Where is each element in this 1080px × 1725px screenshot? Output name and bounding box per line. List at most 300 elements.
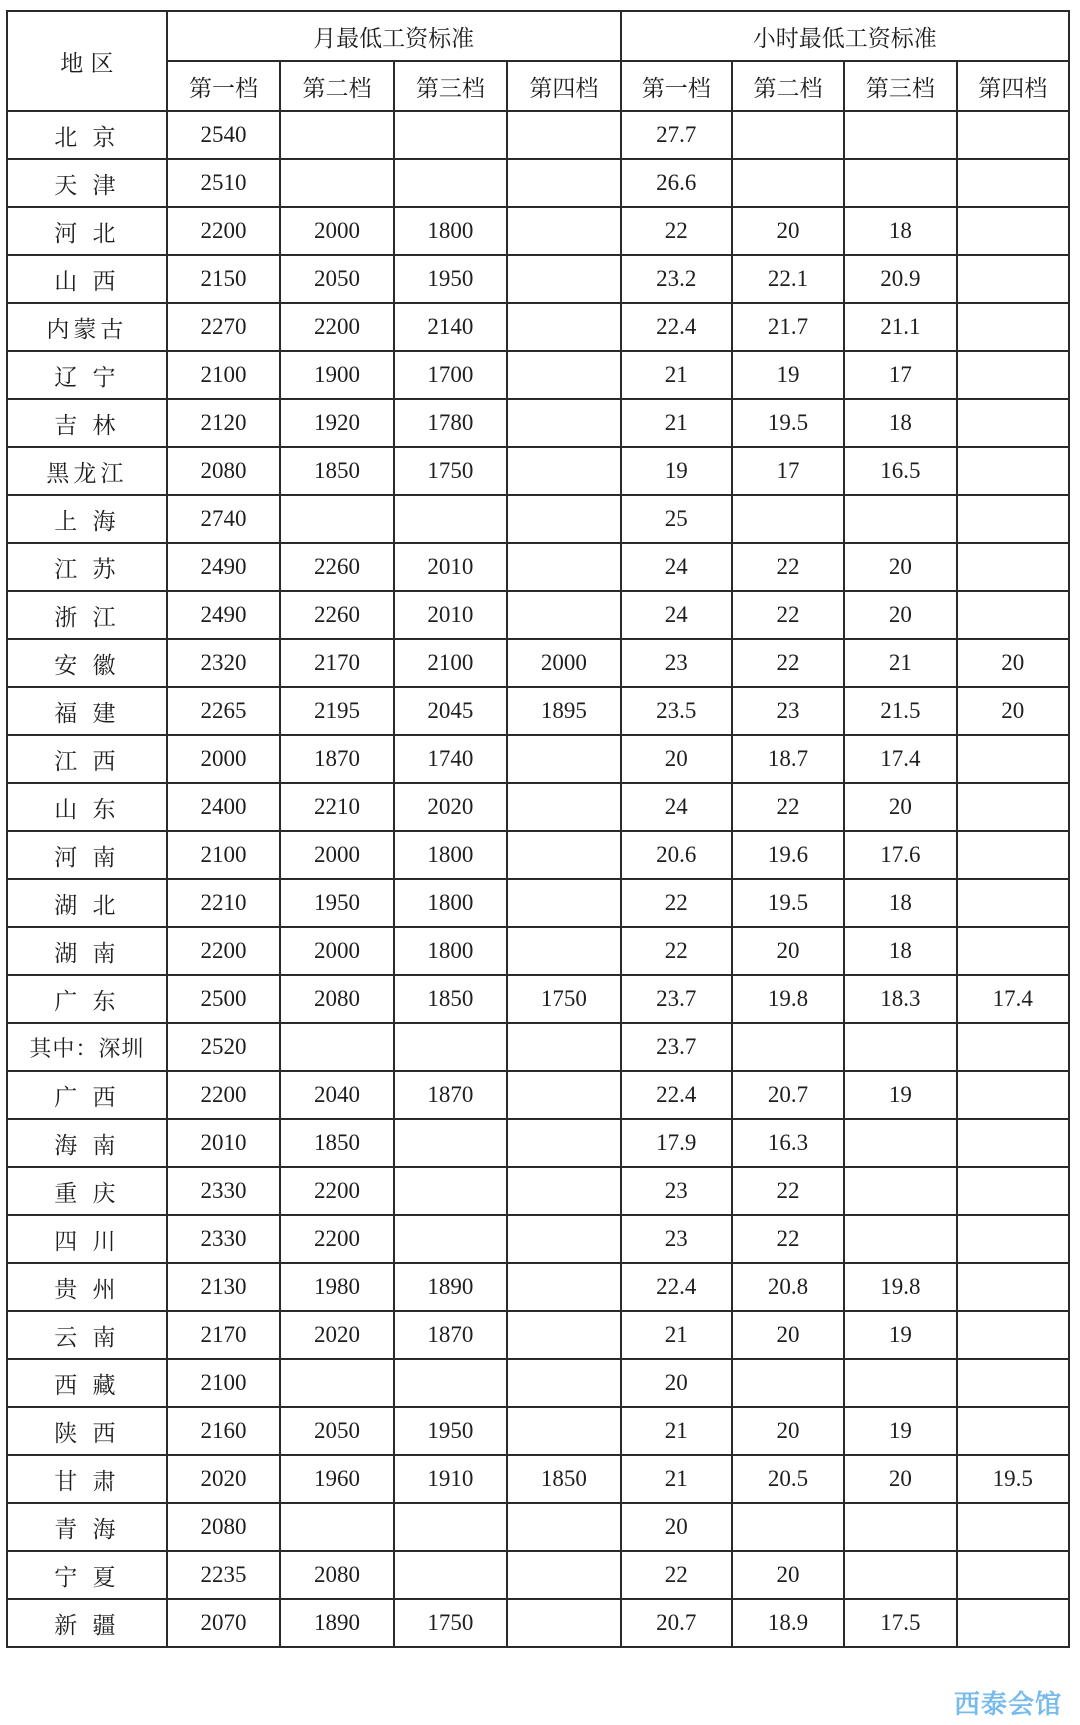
region-cell: 吉 林: [7, 399, 167, 447]
region-cell: 天 津: [7, 159, 167, 207]
header-row-groups: [7, 11, 1069, 61]
monthly-tier-3-cell: 1700: [394, 351, 507, 399]
hourly-tier-4-cell: [957, 783, 1069, 831]
hourly-tier-1-cell: 22.4: [621, 1263, 732, 1311]
monthly-tier-3-cell: 1890: [394, 1263, 507, 1311]
region-cell: 安 徽: [7, 639, 167, 687]
region-cell: 重 庆: [7, 1167, 167, 1215]
table-row: [7, 831, 1069, 879]
monthly-tier-4-cell: [507, 1023, 620, 1071]
monthly-tier-4-cell: [507, 1551, 620, 1599]
hourly-tier-1-cell: 20: [621, 1359, 732, 1407]
watermark-logo: 西泰会馆: [953, 1690, 1062, 1720]
monthly-tier-2-cell: 1920: [280, 399, 393, 447]
monthly-tier-1-cell: 2330: [167, 1167, 280, 1215]
monthly-tier-4-cell: [507, 1359, 620, 1407]
monthly-tier-4-cell: [507, 159, 620, 207]
hourly-tier-3-cell: 18.3: [844, 975, 956, 1023]
monthly-tier-4-cell: [507, 1311, 620, 1359]
table-row: [7, 447, 1069, 495]
hourly-tier-3-cell: 19: [844, 1311, 956, 1359]
monthly-tier-4-cell: [507, 879, 620, 927]
region-cell: 湖 南: [7, 927, 167, 975]
region-cell: 广 东: [7, 975, 167, 1023]
hourly-tier-4-cell: [957, 399, 1069, 447]
hourly-tier-2-cell: 19.6: [732, 831, 844, 879]
header-row-tiers: [7, 61, 1069, 111]
region-cell: 河 南: [7, 831, 167, 879]
monthly-tier-4-cell: [507, 1263, 620, 1311]
monthly-tier-2-cell: [280, 111, 393, 159]
hourly-tier-3-cell: 18: [844, 879, 956, 927]
monthly-tier-1-cell: 2080: [167, 1503, 280, 1551]
monthly-tier-2-cell: 2260: [280, 591, 393, 639]
hourly-tier-4-cell: [957, 1311, 1069, 1359]
hourly-tier-4-cell: [957, 111, 1069, 159]
monthly-tier-3-cell: [394, 1359, 507, 1407]
hourly-tier-4-cell: [957, 1215, 1069, 1263]
monthly-tier-4-cell: 1895: [507, 687, 620, 735]
region-cell: 甘 肃: [7, 1455, 167, 1503]
hourly-tier-3-cell: [844, 1359, 956, 1407]
hourly-tier-1-cell: 22.4: [621, 1071, 732, 1119]
hourly-tier-1-cell: 23.5: [621, 687, 732, 735]
monthly-tier-1-header: 第一档: [167, 61, 280, 111]
monthly-tier-2-cell: [280, 1023, 393, 1071]
hourly-tier-3-cell: [844, 1167, 956, 1215]
hourly-tier-3-cell: 19: [844, 1407, 956, 1455]
monthly-tier-2-cell: 2195: [280, 687, 393, 735]
monthly-tier-1-cell: 2020: [167, 1455, 280, 1503]
monthly-tier-4-cell: [507, 735, 620, 783]
monthly-tier-1-cell: 2490: [167, 591, 280, 639]
monthly-wage-header: 月最低工资标准: [167, 11, 621, 61]
hourly-tier-4-cell: [957, 1503, 1069, 1551]
hourly-tier-1-cell: 23: [621, 1167, 732, 1215]
monthly-tier-4-cell: [507, 1215, 620, 1263]
monthly-tier-1-cell: 2200: [167, 927, 280, 975]
hourly-tier-2-cell: [732, 1023, 844, 1071]
monthly-tier-2-cell: 1870: [280, 735, 393, 783]
monthly-tier-3-cell: [394, 1119, 507, 1167]
hourly-tier-1-cell: 20: [621, 735, 732, 783]
hourly-tier-4-cell: [957, 831, 1069, 879]
hourly-tier-3-cell: 18: [844, 399, 956, 447]
table-row: [7, 207, 1069, 255]
monthly-tier-1-cell: 2520: [167, 1023, 280, 1071]
table-row: [7, 1263, 1069, 1311]
monthly-tier-2-cell: 2080: [280, 1551, 393, 1599]
region-cell: 上 海: [7, 495, 167, 543]
table-row: [7, 255, 1069, 303]
hourly-tier-1-cell: 24: [621, 543, 732, 591]
region-cell: 山 东: [7, 783, 167, 831]
table-row: [7, 927, 1069, 975]
hourly-tier-2-cell: 20: [732, 927, 844, 975]
hourly-tier-2-cell: 18.7: [732, 735, 844, 783]
region-cell: 新 疆: [7, 1599, 167, 1647]
monthly-tier-4-cell: [507, 1119, 620, 1167]
hourly-tier-1-cell: 22: [621, 207, 732, 255]
monthly-tier-1-cell: 2200: [167, 207, 280, 255]
hourly-tier-4-cell: [957, 303, 1069, 351]
region-cell: 云 南: [7, 1311, 167, 1359]
monthly-tier-3-cell: 1850: [394, 975, 507, 1023]
hourly-tier-4-cell: [957, 1599, 1069, 1647]
region-cell: 宁 夏: [7, 1551, 167, 1599]
table-row: [7, 879, 1069, 927]
hourly-tier-2-cell: [732, 111, 844, 159]
hourly-tier-4-cell: [957, 543, 1069, 591]
monthly-tier-4-cell: [507, 255, 620, 303]
monthly-tier-1-cell: 2080: [167, 447, 280, 495]
monthly-tier-3-cell: 1950: [394, 255, 507, 303]
hourly-tier-2-cell: 20: [732, 1551, 844, 1599]
hourly-tier-3-cell: 21.5: [844, 687, 956, 735]
hourly-tier-3-cell: [844, 1503, 956, 1551]
monthly-tier-2-cell: 2170: [280, 639, 393, 687]
monthly-tier-2-cell: [280, 495, 393, 543]
hourly-tier-1-cell: 20.6: [621, 831, 732, 879]
hourly-tier-4-cell: [957, 159, 1069, 207]
hourly-tier-2-cell: 23: [732, 687, 844, 735]
hourly-tier-4-cell: [957, 351, 1069, 399]
hourly-tier-2-cell: 22.1: [732, 255, 844, 303]
monthly-tier-3-cell: 2010: [394, 543, 507, 591]
monthly-tier-3-cell: 1950: [394, 1407, 507, 1455]
table-row: [7, 975, 1069, 1023]
hourly-tier-3-cell: 20: [844, 783, 956, 831]
hourly-tier-2-cell: 22: [732, 1215, 844, 1263]
monthly-tier-1-cell: 2000: [167, 735, 280, 783]
monthly-tier-1-cell: 2210: [167, 879, 280, 927]
monthly-tier-2-cell: 2040: [280, 1071, 393, 1119]
hourly-tier-4-cell: [957, 879, 1069, 927]
region-cell: 广 西: [7, 1071, 167, 1119]
monthly-tier-3-cell: 1750: [394, 1599, 507, 1647]
hourly-tier-1-cell: 23: [621, 639, 732, 687]
monthly-tier-3-cell: 1870: [394, 1311, 507, 1359]
minimum-wage-table: [6, 10, 1070, 1648]
monthly-tier-1-cell: 2100: [167, 831, 280, 879]
table-row: [7, 1215, 1069, 1263]
monthly-tier-3-cell: [394, 1503, 507, 1551]
hourly-tier-4-cell: 20: [957, 639, 1069, 687]
hourly-tier-2-cell: 20.7: [732, 1071, 844, 1119]
hourly-tier-1-cell: 21: [621, 351, 732, 399]
table-row: [7, 1599, 1069, 1647]
hourly-tier-2-cell: 19.5: [732, 879, 844, 927]
monthly-tier-2-cell: 1850: [280, 447, 393, 495]
monthly-tier-2-cell: 2050: [280, 255, 393, 303]
hourly-tier-1-cell: 23.7: [621, 1023, 732, 1071]
hourly-tier-2-cell: 18.9: [732, 1599, 844, 1647]
region-cell: 贵 州: [7, 1263, 167, 1311]
monthly-tier-4-cell: [507, 1071, 620, 1119]
monthly-tier-3-cell: [394, 111, 507, 159]
hourly-tier-3-cell: 16.5: [844, 447, 956, 495]
table-row: [7, 159, 1069, 207]
table-row: [7, 543, 1069, 591]
hourly-tier-3-cell: 17.5: [844, 1599, 956, 1647]
table-row: [7, 1503, 1069, 1551]
monthly-tier-2-cell: 2260: [280, 543, 393, 591]
monthly-tier-4-cell: [507, 447, 620, 495]
hourly-tier-3-cell: [844, 1551, 956, 1599]
monthly-tier-3-cell: 1780: [394, 399, 507, 447]
hourly-tier-1-cell: 19: [621, 447, 732, 495]
monthly-tier-3-cell: 1800: [394, 207, 507, 255]
monthly-tier-1-cell: 2070: [167, 1599, 280, 1647]
monthly-tier-2-cell: [280, 159, 393, 207]
hourly-tier-3-cell: [844, 1215, 956, 1263]
monthly-tier-4-cell: [507, 399, 620, 447]
hourly-tier-2-cell: 20.5: [732, 1455, 844, 1503]
table-row: [7, 1551, 1069, 1599]
monthly-tier-3-cell: 2020: [394, 783, 507, 831]
hourly-tier-4-cell: 19.5: [957, 1455, 1069, 1503]
table-row: [7, 495, 1069, 543]
monthly-tier-3-cell: 1910: [394, 1455, 507, 1503]
hourly-tier-4-cell: [957, 255, 1069, 303]
monthly-tier-1-cell: 2120: [167, 399, 280, 447]
monthly-tier-1-cell: 2265: [167, 687, 280, 735]
region-cell: 山 西: [7, 255, 167, 303]
table-row: [7, 1407, 1069, 1455]
monthly-tier-2-cell: 2200: [280, 303, 393, 351]
table-row: [7, 687, 1069, 735]
hourly-tier-1-cell: 22.4: [621, 303, 732, 351]
table-body: [7, 111, 1069, 1647]
monthly-tier-4-cell: [507, 111, 620, 159]
hourly-tier-1-header: 第一档: [621, 61, 732, 111]
monthly-tier-2-cell: 1850: [280, 1119, 393, 1167]
hourly-tier-2-cell: 19.5: [732, 399, 844, 447]
region-cell: 陕 西: [7, 1407, 167, 1455]
region-cell: 其中：深圳: [7, 1023, 167, 1071]
hourly-tier-2-cell: 16.3: [732, 1119, 844, 1167]
hourly-tier-3-cell: [844, 111, 956, 159]
monthly-tier-2-cell: 2000: [280, 927, 393, 975]
monthly-tier-1-cell: 2170: [167, 1311, 280, 1359]
region-cell: 福 建: [7, 687, 167, 735]
hourly-tier-1-cell: 23.2: [621, 255, 732, 303]
hourly-tier-1-cell: 21: [621, 399, 732, 447]
table-row: [7, 591, 1069, 639]
hourly-tier-2-cell: [732, 1359, 844, 1407]
hourly-tier-2-cell: 19: [732, 351, 844, 399]
region-cell: 浙 江: [7, 591, 167, 639]
monthly-tier-2-cell: 2000: [280, 831, 393, 879]
monthly-tier-3-cell: 2100: [394, 639, 507, 687]
monthly-tier-1-cell: 2150: [167, 255, 280, 303]
monthly-tier-3-cell: 1800: [394, 927, 507, 975]
hourly-tier-2-cell: 22: [732, 1167, 844, 1215]
table-row: [7, 303, 1069, 351]
hourly-tier-4-cell: 17.4: [957, 975, 1069, 1023]
table-row: [7, 1167, 1069, 1215]
monthly-tier-3-cell: 1740: [394, 735, 507, 783]
monthly-tier-2-cell: 1890: [280, 1599, 393, 1647]
monthly-tier-4-cell: [507, 351, 620, 399]
monthly-tier-2-header: 第二档: [280, 61, 393, 111]
hourly-tier-1-cell: 21: [621, 1455, 732, 1503]
hourly-tier-4-cell: 20: [957, 687, 1069, 735]
hourly-tier-4-cell: [957, 207, 1069, 255]
region-cell: 海 南: [7, 1119, 167, 1167]
monthly-tier-3-header: 第三档: [394, 61, 507, 111]
hourly-tier-3-header: 第三档: [844, 61, 956, 111]
monthly-tier-4-cell: [507, 1503, 620, 1551]
hourly-tier-2-cell: 17: [732, 447, 844, 495]
hourly-tier-2-cell: 22: [732, 783, 844, 831]
hourly-tier-3-cell: 18: [844, 207, 956, 255]
hourly-tier-2-cell: [732, 495, 844, 543]
hourly-tier-1-cell: 26.6: [621, 159, 732, 207]
hourly-tier-1-cell: 21: [621, 1407, 732, 1455]
hourly-tier-1-cell: 20.7: [621, 1599, 732, 1647]
monthly-tier-1-cell: 2100: [167, 351, 280, 399]
monthly-tier-1-cell: 2500: [167, 975, 280, 1023]
hourly-tier-3-cell: [844, 1119, 956, 1167]
monthly-tier-4-cell: [507, 543, 620, 591]
table-row: [7, 783, 1069, 831]
hourly-tier-3-cell: 17.6: [844, 831, 956, 879]
hourly-tier-3-cell: 20: [844, 591, 956, 639]
monthly-tier-2-cell: 2020: [280, 1311, 393, 1359]
monthly-tier-1-cell: 2400: [167, 783, 280, 831]
region-cell: 江 苏: [7, 543, 167, 591]
table-row: [7, 1023, 1069, 1071]
hourly-tier-3-cell: 17.4: [844, 735, 956, 783]
hourly-tier-4-cell: [957, 1263, 1069, 1311]
hourly-tier-2-cell: 20: [732, 207, 844, 255]
monthly-tier-1-cell: 2270: [167, 303, 280, 351]
monthly-tier-1-cell: 2100: [167, 1359, 280, 1407]
region-cell: 江 西: [7, 735, 167, 783]
table-row: [7, 351, 1069, 399]
monthly-tier-2-cell: 2210: [280, 783, 393, 831]
table-row: [7, 1311, 1069, 1359]
hourly-tier-2-cell: 20: [732, 1407, 844, 1455]
monthly-tier-2-cell: [280, 1503, 393, 1551]
monthly-tier-4-cell: [507, 1167, 620, 1215]
hourly-tier-3-cell: 17: [844, 351, 956, 399]
hourly-tier-1-cell: 22: [621, 927, 732, 975]
monthly-tier-3-cell: 2010: [394, 591, 507, 639]
monthly-tier-4-cell: [507, 927, 620, 975]
hourly-wage-header: 小时最低工资标准: [621, 11, 1069, 61]
hourly-tier-4-header: 第四档: [957, 61, 1069, 111]
hourly-tier-4-cell: [957, 735, 1069, 783]
monthly-tier-4-cell: [507, 783, 620, 831]
hourly-tier-4-cell: [957, 1407, 1069, 1455]
hourly-tier-4-cell: [957, 447, 1069, 495]
monthly-tier-3-cell: 1750: [394, 447, 507, 495]
table-row: [7, 1119, 1069, 1167]
table-row: [7, 1359, 1069, 1407]
region-cell: 河 北: [7, 207, 167, 255]
table-row: [7, 735, 1069, 783]
hourly-tier-3-cell: 20.9: [844, 255, 956, 303]
hourly-tier-2-cell: 19.8: [732, 975, 844, 1023]
monthly-tier-2-cell: 2000: [280, 207, 393, 255]
hourly-tier-1-cell: 23.7: [621, 975, 732, 1023]
hourly-tier-3-cell: [844, 495, 956, 543]
hourly-tier-4-cell: [957, 1551, 1069, 1599]
monthly-tier-1-cell: 2740: [167, 495, 280, 543]
monthly-tier-2-cell: 1980: [280, 1263, 393, 1311]
monthly-tier-3-cell: [394, 495, 507, 543]
hourly-tier-3-cell: 19.8: [844, 1263, 956, 1311]
region-header: 地 区: [7, 11, 167, 111]
region-cell: 湖 北: [7, 879, 167, 927]
monthly-tier-4-cell: 1850: [507, 1455, 620, 1503]
monthly-tier-4-header: 第四档: [507, 61, 620, 111]
monthly-tier-3-cell: [394, 1167, 507, 1215]
monthly-tier-1-cell: 2130: [167, 1263, 280, 1311]
monthly-tier-1-cell: 2510: [167, 159, 280, 207]
monthly-tier-4-cell: 2000: [507, 639, 620, 687]
region-cell: 北 京: [7, 111, 167, 159]
monthly-tier-3-cell: 1800: [394, 879, 507, 927]
hourly-tier-4-cell: [957, 1167, 1069, 1215]
monthly-tier-1-cell: 2490: [167, 543, 280, 591]
region-cell: 辽 宁: [7, 351, 167, 399]
monthly-tier-2-cell: 2080: [280, 975, 393, 1023]
monthly-tier-4-cell: [507, 591, 620, 639]
monthly-tier-2-cell: [280, 1359, 393, 1407]
hourly-tier-2-cell: 22: [732, 543, 844, 591]
table-row: [7, 399, 1069, 447]
monthly-tier-1-cell: 2235: [167, 1551, 280, 1599]
monthly-tier-3-cell: 1800: [394, 831, 507, 879]
monthly-tier-4-cell: [507, 207, 620, 255]
monthly-tier-1-cell: 2010: [167, 1119, 280, 1167]
hourly-tier-2-cell: [732, 1503, 844, 1551]
monthly-tier-4-cell: [507, 1599, 620, 1647]
hourly-tier-1-cell: 21: [621, 1311, 732, 1359]
hourly-tier-1-cell: 24: [621, 783, 732, 831]
monthly-tier-3-cell: 2045: [394, 687, 507, 735]
hourly-tier-3-cell: 19: [844, 1071, 956, 1119]
hourly-tier-2-cell: 22: [732, 591, 844, 639]
hourly-tier-2-cell: [732, 159, 844, 207]
hourly-tier-1-cell: 27.7: [621, 111, 732, 159]
region-cell: 内蒙古: [7, 303, 167, 351]
hourly-tier-4-cell: [957, 1359, 1069, 1407]
monthly-tier-2-cell: 1950: [280, 879, 393, 927]
hourly-tier-4-cell: [957, 1071, 1069, 1119]
monthly-tier-1-cell: 2160: [167, 1407, 280, 1455]
monthly-tier-4-cell: [507, 1407, 620, 1455]
hourly-tier-1-cell: 20: [621, 1503, 732, 1551]
monthly-tier-4-cell: [507, 831, 620, 879]
monthly-tier-2-cell: 1960: [280, 1455, 393, 1503]
monthly-tier-2-cell: 1900: [280, 351, 393, 399]
table-row: [7, 1455, 1069, 1503]
hourly-tier-1-cell: 17.9: [621, 1119, 732, 1167]
monthly-tier-2-cell: 2200: [280, 1167, 393, 1215]
region-cell: 西 藏: [7, 1359, 167, 1407]
hourly-tier-2-cell: 22: [732, 639, 844, 687]
monthly-tier-4-cell: [507, 495, 620, 543]
hourly-tier-3-cell: 21: [844, 639, 956, 687]
hourly-tier-3-cell: 18: [844, 927, 956, 975]
hourly-tier-1-cell: 22: [621, 879, 732, 927]
hourly-tier-2-cell: 20: [732, 1311, 844, 1359]
monthly-tier-3-cell: 2140: [394, 303, 507, 351]
